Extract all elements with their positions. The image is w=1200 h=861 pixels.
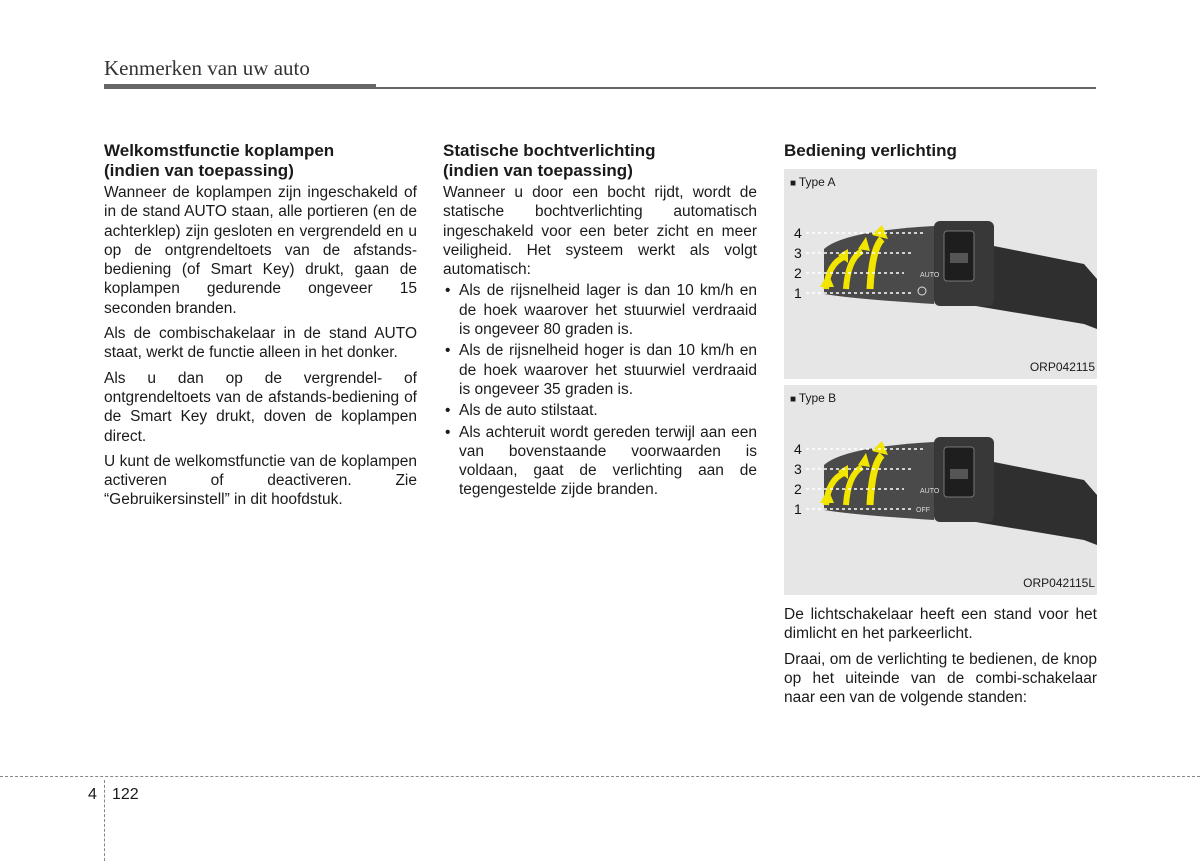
list-item: • Als de rijsnelheid lager is dan 10 km/h en de hoek waarover het stuurwiel verdraaid is ongeveer 80 graden is. — [443, 281, 757, 339]
column-light-operation — [784, 141, 1097, 713]
figure-tag: ■ Type B — [790, 389, 836, 409]
paragraph: Draai, om de verlichting te bedienen, de knop op het uiteinde van de combi-schakelaar naar een van de volgende standen: — [784, 650, 1097, 707]
list-item: • Als de rijsnelheid hoger is dan 10 km/h en de hoek waarover het stuurwiel verdraaid is ongeveer 35 graden is. — [443, 341, 757, 399]
section-heading: Bediening verlichting — [784, 141, 957, 160]
light-switch-illustration — [784, 385, 1097, 595]
heading-line: Statische bochtverlichting — [443, 141, 656, 160]
footer-vertical-divider — [104, 780, 105, 861]
heading-line: Welkomstfunctie koplampen — [104, 141, 335, 160]
column-static-cornering — [443, 141, 757, 502]
paragraph: Wanneer de koplampen zijn ingeschakeld of in de stand AUTO staan, alle portieren (en de achterklep) zijn gesloten en vergrendeld en u op de ontgrendeltoets van de afstands-bediening (of Smart Key) drukt, gaan de koplampen gedurende ongeveer 15 seconden branden. — [104, 184, 417, 317]
light-switch-illustration — [784, 169, 1097, 379]
paragraph: De lichtschakelaar heeft een stand voor het dimlicht en het parkeerlicht. — [784, 606, 1097, 643]
list-item: • Als de auto stilstaat. — [443, 401, 757, 420]
figure-tag: ■ Type A — [790, 173, 836, 193]
page-number: 122 — [112, 786, 139, 803]
position-number: 4 — [794, 225, 802, 241]
figure-code: ORP042115L — [1023, 575, 1095, 590]
figure-code: ORP042115 — [1029, 359, 1095, 374]
chapter-number: 4 — [88, 786, 97, 803]
figure-type-b — [784, 385, 1097, 595]
header-title: Kenmerken van uw auto — [104, 56, 310, 80]
position-number: 1 — [794, 285, 802, 301]
column-welcome-function — [104, 141, 417, 516]
position-number: 3 — [794, 245, 802, 261]
condition-list — [443, 281, 757, 499]
footer-divider — [0, 776, 1200, 777]
header-rule — [104, 84, 376, 89]
off-label: OFF — [916, 507, 930, 514]
auto-label: AUTO — [920, 272, 940, 279]
section-heading — [104, 141, 417, 181]
paragraph: Als de combischakelaar in de stand AUTO staat, werkt de functie alleen in het donker. — [104, 325, 417, 362]
paragraph: Wanneer u door een bocht rijdt, wordt de statische bochtverlichting automatisch ingeschakeld voor een beter zicht en meer veiligheid. Het systeem werkt als volgt automatisch: — [443, 184, 757, 279]
heading-line: (indien van toepassing) — [104, 161, 294, 180]
paragraph: Als u dan op de vergrendel- of ontgrendeltoets van de afstands-bediening of de Smart Key drukt, doven de koplampen direct. — [104, 369, 417, 445]
position-number: 4 — [794, 441, 802, 457]
section-heading — [443, 141, 757, 181]
figure-type-a — [784, 169, 1097, 379]
position-number: 2 — [794, 481, 802, 497]
list-item: • Als achteruit wordt gereden terwijl aan een van bovenstaande voorwaarden is voldaan, gaat de verlichting aan de tegengestelde zijde branden. — [443, 423, 757, 500]
heading-line: (indien van toepassing) — [443, 161, 633, 180]
position-number: 3 — [794, 461, 802, 477]
auto-label: AUTO — [920, 488, 940, 495]
header-rule-thin — [376, 87, 1096, 89]
position-number: 1 — [794, 501, 802, 517]
paragraph: U kunt de welkomstfunctie van de koplampen activeren of deactiveren. Zie “Gebruikersinstell” in dit hoofdstuk. — [104, 452, 417, 509]
position-number: 2 — [794, 265, 802, 281]
